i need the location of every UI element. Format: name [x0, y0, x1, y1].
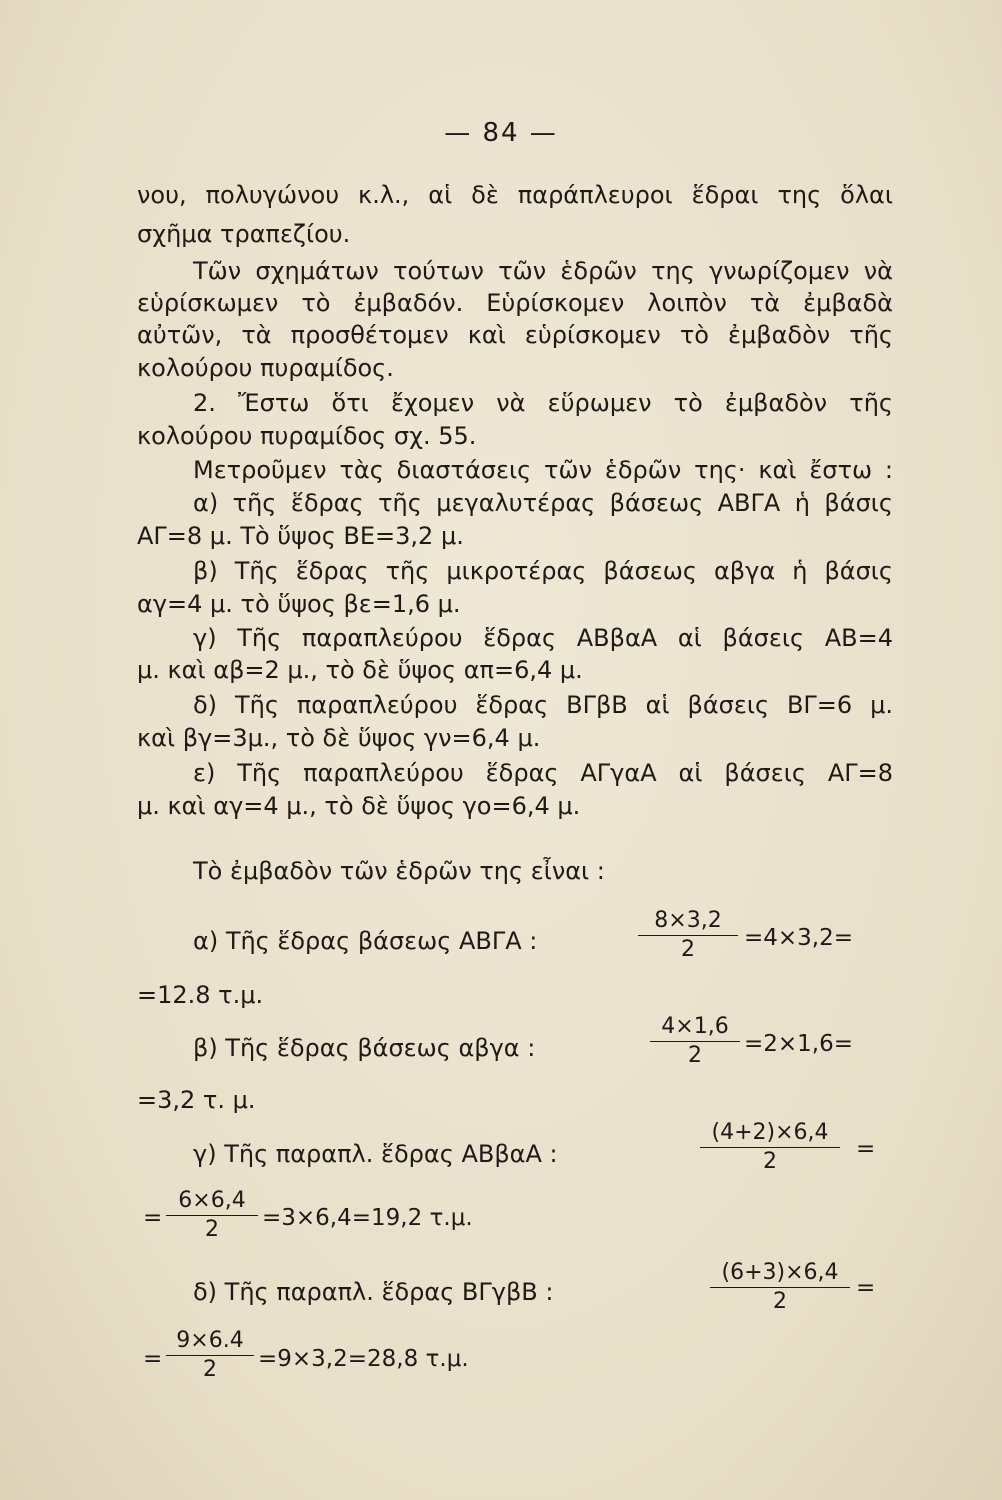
calc-d2-fraction: [166, 1328, 254, 1383]
calc-d2-numerator: 9×6.4: [176, 1328, 244, 1353]
calc-b-fraction: [650, 1014, 740, 1069]
calc-d-label: δ) Τῆς παραπλ. ἕδρας ΒΓγβΒ :: [193, 1278, 554, 1306]
text-line-4: εὑρίσκωμεν τὸ ἐμβαδόν. Εὑρίσκομεν λοιπὸν τὰ ἐμβαδὰ: [137, 289, 893, 317]
calc-d-numerator: (6+3)×6,4: [721, 1260, 839, 1285]
page-number: — 84 —: [444, 118, 558, 148]
text-line-13: αγ=4 μ. τὸ ὕψος βε=1,6 μ.: [137, 590, 461, 618]
calc-b-label: β) Τῆς ἕδρας βάσεως αβγα :: [193, 1034, 536, 1062]
calc-d2-after: =9×3,2=28,8 τ.μ.: [258, 1346, 469, 1372]
calc-a-numerator: 8×3,2: [654, 908, 722, 933]
text-line-5: αὐτῶν, τὰ προσθέτομεν καὶ εὑρίσκομεν τὸ ἐμβαδὸν τῆς: [137, 321, 893, 349]
calc-c2-fraction-bar: [166, 1215, 258, 1216]
calc-c-numerator: (4+2)×6,4: [711, 1120, 829, 1145]
calc-c2-prefix: =: [143, 1205, 163, 1231]
calc-c-fraction-bar: [700, 1147, 840, 1148]
calc-c-denominator: 2: [763, 1149, 777, 1174]
text-line-6: κολούρου πυραμίδος.: [137, 354, 394, 382]
text-line-14: γ) Τῆς παραπλεύρου ἕδρας ΑΒβαΑ αἱ βάσεις ΑΒ=4: [193, 624, 893, 652]
text-line-10: α) τῆς ἕδρας τῆς μεγαλυτέρας βάσεως ΑΒΓΑ ἡ βάσις: [193, 489, 893, 517]
calc-b-fraction-bar: [650, 1041, 740, 1042]
calc-a-after: =4×3,2=: [744, 925, 854, 951]
calc-b-denominator: 2: [688, 1043, 702, 1068]
calc-c-after: =: [856, 1136, 876, 1162]
calc-b-result: =3,2 τ. μ.: [137, 1086, 256, 1114]
calc-d2-fraction-bar: [166, 1355, 254, 1356]
text-line-2: σχῆμα τραπεζίου.: [137, 220, 351, 248]
calc-b-after: =2×1,6=: [744, 1031, 854, 1057]
text-line-1: νου, πολυγώνου κ.λ., αἱ δὲ παράπλευροι ἕδραι της ὅλαι: [137, 181, 893, 209]
calc-c2-denominator: 2: [205, 1217, 219, 1242]
calc-a-result: =12.8 τ.μ.: [137, 981, 264, 1009]
calc-d-fraction-bar: [710, 1287, 850, 1288]
calc-d-denominator: 2: [773, 1289, 787, 1314]
calc-c-fraction: [700, 1120, 840, 1175]
text-line-15: μ. καὶ αβ=2 μ., τὸ δὲ ὕψος απ=6,4 μ.: [137, 656, 583, 684]
text-line-3: Τῶν σχημάτων τούτων τῶν ἑδρῶν της γνωρίζομεν νὰ: [193, 257, 893, 285]
calc-c2-numerator: 6×6,4: [178, 1188, 246, 1213]
text-line-19: μ. καὶ αγ=4 μ., τὸ δὲ ὕψος γο=6,4 μ.: [137, 792, 581, 820]
calc-a-fraction-bar: [638, 935, 738, 936]
calc-d-after: =: [856, 1275, 876, 1301]
calc-d-fraction: [710, 1260, 850, 1315]
calc-a-denominator: 2: [681, 937, 695, 962]
calc-a-fraction: [638, 908, 738, 963]
text-line-12: β) Τῆς ἕδρας τῆς μικροτέρας βάσεως αβγα ἡ βάσις: [193, 557, 893, 585]
text-line-18: ε) Τῆς παραπλεύρου ἕδρας ΑΓγαΑ αἱ βάσεις ΑΓ=8: [193, 759, 893, 787]
calc-c2-after: =3×6,4=19,2 τ.μ.: [262, 1205, 473, 1231]
text-line-9: Μετροῦμεν τὰς διαστάσεις τῶν ἑδρῶν της· καὶ ἔστω :: [193, 456, 893, 484]
calc-c2-fraction: [166, 1188, 258, 1243]
calc-d2-denominator: 2: [203, 1357, 217, 1382]
calc-b-numerator: 4×1,6: [661, 1014, 729, 1039]
calc-a-label: α) Τῆς ἕδρας βάσεως ΑΒΓΑ :: [193, 927, 538, 955]
text-line-20: Τὸ ἐμβαδὸν τῶν ἑδρῶν της εἶναι :: [193, 857, 605, 885]
text-line-7: 2. Ἔστω ὅτι ἔχομεν νὰ εὕρωμεν τὸ ἐμβαδὸν τῆς: [193, 389, 893, 417]
text-line-11: ΑΓ=8 μ. Τὸ ὕψος ΒΕ=3,2 μ.: [137, 522, 464, 550]
text-line-16: δ) Τῆς παραπλεύρου ἕδρας ΒΓβΒ αἱ βάσεις ΒΓ=6 μ.: [193, 691, 893, 719]
text-line-8: κολούρου πυραμίδος σχ. 55.: [137, 422, 477, 450]
calc-d2-prefix: =: [143, 1346, 163, 1372]
text-line-17: καὶ βγ=3μ., τὸ δὲ ὕψος γν=6,4 μ.: [137, 724, 541, 752]
calc-c-label: γ) Τῆς παραπλ. ἕδρας ΑΒβαΑ :: [193, 1140, 558, 1168]
